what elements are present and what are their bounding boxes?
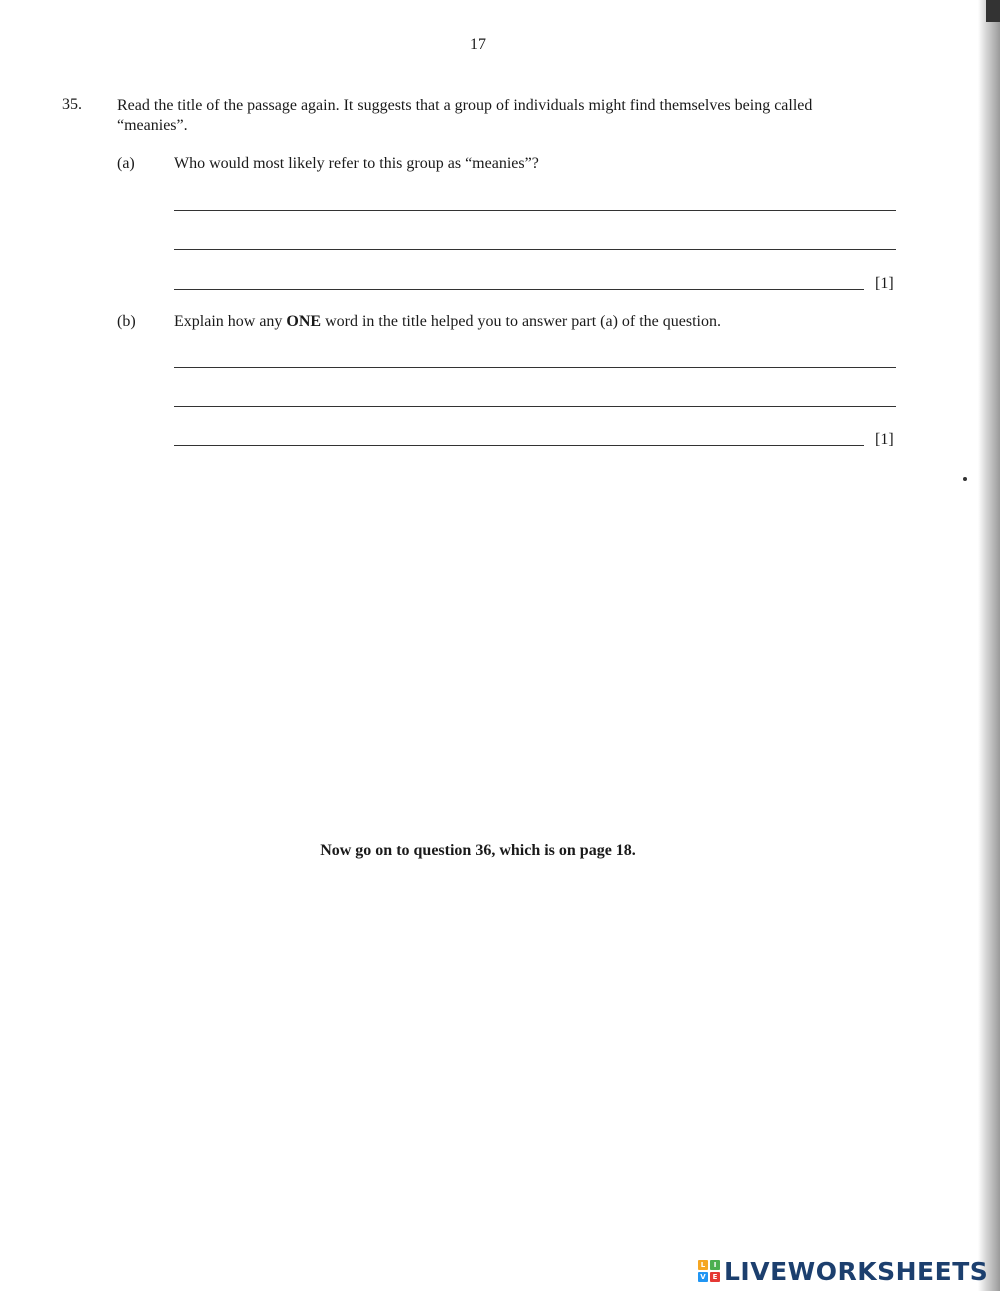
question-number: 35.: [62, 96, 82, 113]
part-b-answer-line-1[interactable]: [174, 367, 896, 368]
part-b-emphasis: ONE: [286, 313, 322, 330]
part-a-label: (a): [117, 155, 135, 172]
logo-icon-letter: L: [698, 1260, 708, 1270]
scan-edge-mark: [986, 0, 1000, 22]
part-b-answer-line-3[interactable]: [174, 445, 864, 446]
part-b-text-after: word in the title helped you to answer part (a) of the question.: [321, 313, 721, 330]
part-b-label: (b): [117, 313, 136, 330]
question-stem: [117, 96, 899, 136]
logo-icon-letter: E: [710, 1272, 720, 1282]
scan-edge-shadow: [978, 0, 1000, 1291]
part-a-question: Who would most likely refer to this group as “meanies”?: [174, 155, 539, 172]
logo-icon-letter: I: [710, 1260, 720, 1270]
logo-icon: [698, 1260, 720, 1282]
part-b-text-before: Explain how any: [174, 313, 287, 330]
question-stem-line-2: “meanies”.: [117, 117, 188, 134]
part-b-question: [174, 313, 721, 331]
question-stem-line-1: Read the title of the passage again. It suggests that a group of individuals might find themselves being called: [117, 97, 813, 114]
logo-icon-letter: V: [698, 1272, 708, 1282]
part-a-answer-line-3[interactable]: [174, 289, 864, 290]
footer-instruction: Now go on to question 36, which is on page 18.: [320, 842, 636, 859]
part-a-answer-line-2[interactable]: [174, 249, 896, 250]
part-a-answer-line-1[interactable]: [174, 210, 896, 211]
part-b-mark: [1]: [875, 431, 894, 448]
scan-speck: [963, 477, 967, 481]
page-number: 17: [470, 36, 486, 53]
logo-text: LIVEWORKSHEETS: [724, 1256, 989, 1286]
liveworksheets-logo: [698, 1256, 988, 1286]
part-a-mark: [1]: [875, 275, 894, 292]
part-b-answer-line-2[interactable]: [174, 406, 896, 407]
